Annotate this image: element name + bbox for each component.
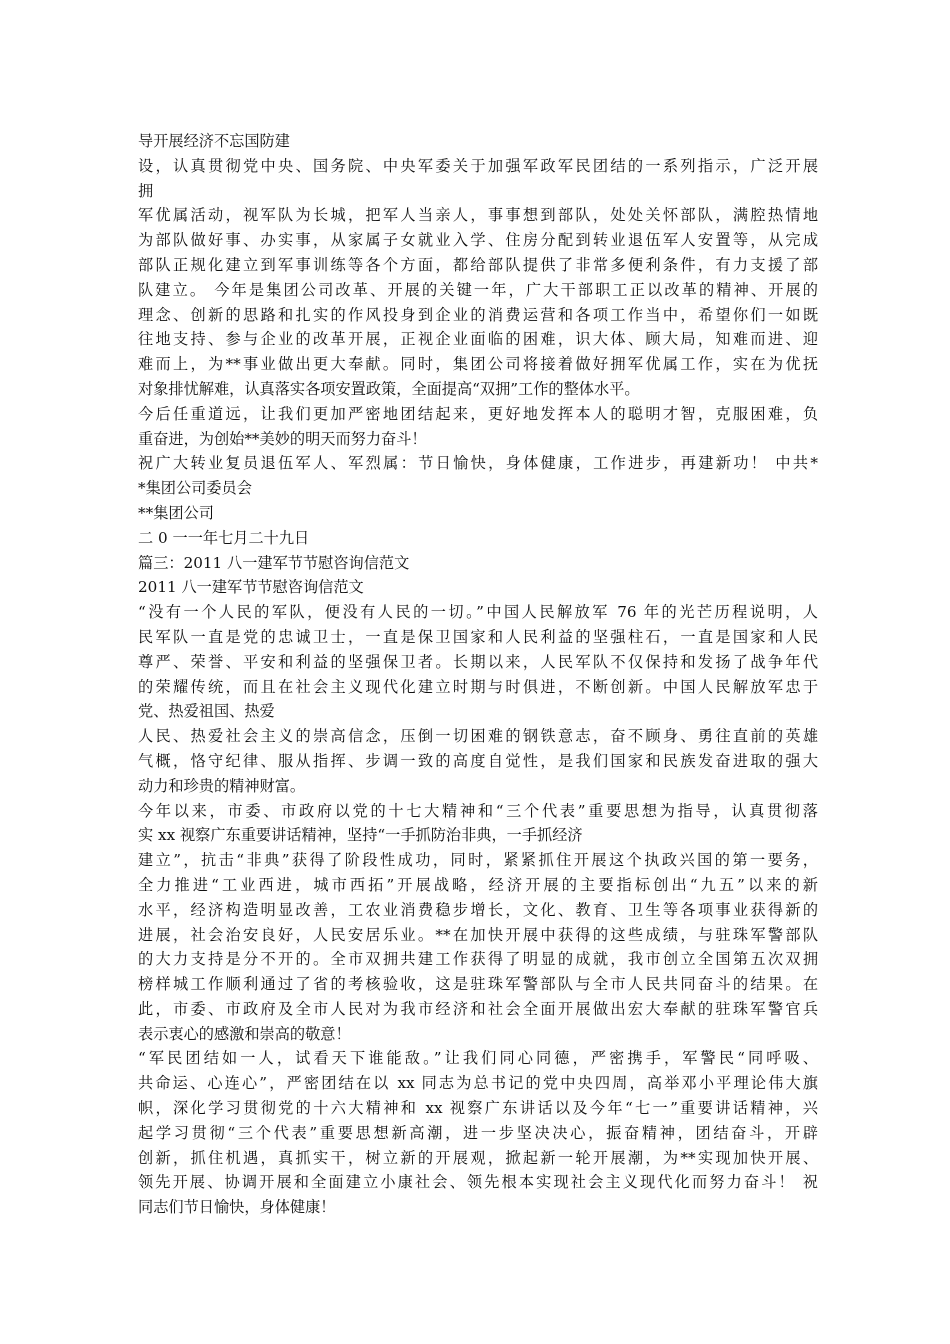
text-line: 党、热爱祖国、热爱 — [138, 702, 275, 721]
text-line: 设，认真贯彻党中央、国务院、中央军委关于加强军政军民团结的一系列指示，广泛开展 — [138, 156, 818, 175]
text-line: 表示衷心的感激和崇高的敬意！ — [138, 1024, 351, 1043]
text-line: 榜样城工作顺利通过了省的考核验收，这是驻珠军警部队与全市人民共同奋斗的结果。在 — [138, 975, 818, 994]
text-line: 同志们节日愉快，身体健康！ — [138, 1198, 336, 1217]
text-line: *集团公司委员会 — [138, 479, 252, 498]
text-line: 此，市委、市政府及全市人民对为我市经济和社会全面开展做出宏大奉献的驻珠军警官兵 — [138, 999, 818, 1018]
text-line: 水平，经济构造明显改善，工农业消费稳步增长，文化、教育、卫生等各项事业获得新的 — [138, 900, 818, 919]
text-line: 实 xx 视察广东重要讲话精神，坚持“一手抓防治非典，一手抓经济 — [138, 826, 583, 845]
text-line: 今年以来，市委、市政府以党的十七大精神和“三个代表”重要思想为指导，认真贯彻落 — [138, 801, 818, 820]
text-line: “没有一个人民的军队，便没有人民的一切。”中国人民解放军 76 年的光芒历程说明，人 — [138, 603, 818, 622]
text-line: 二 0 一一年七月二十九日 — [138, 528, 310, 547]
text-line: 帜，深化学习贯彻党的十六大精神和 xx 视察广东讲话以及今年“七一”重要讲话精神，兴 — [138, 1099, 818, 1118]
text-line: 导开展经济不忘国防建 — [138, 132, 290, 150]
text-line: “军民团结如一人，试看天下谁能敌。”让我们同心同德，严密携手，军警民“同呼吸、 — [138, 1049, 818, 1068]
text-line: 的荣耀传统，而且在社会主义现代化建立时期与时俱进，不断创新。中国人民解放军忠于 — [138, 677, 818, 696]
text-line: 尊严、荣誉、平安和利益的坚强保卫者。长期以来，人民军队不仅保持和发扬了战争年代 — [138, 652, 818, 671]
text-line: 为部队做好事、办实事，从家属子女就业入学、住房分配到转业退伍军人安置等，从完成 — [138, 231, 818, 250]
text-line: 难而上，为**事业做出更大奉献。同时，集团公司将接着做好拥军优属工作，实在为优抚 — [138, 355, 818, 374]
text-line: 建立”，抗击“非典”获得了阶段性成功，同时，紧紧抓住开展这个执政兴国的第一要务， — [138, 851, 818, 870]
text-line: 创新，抓住机遇，真抓实干，树立新的开展观，掀起新一轮开展潮，为**实现加快开展、 — [138, 1148, 818, 1167]
text-line: 2011 八一建军节节慰咨询信范文 — [138, 578, 364, 597]
text-line: 篇三：2011 八一建军节节慰咨询信范文 — [138, 553, 410, 572]
text-line: 进展，社会治安良好，人民安居乐业。**在加快开展中获得的这些成绩，与驻珠军警部队 — [138, 925, 818, 944]
text-line: 理念、创新的思路和扎实的作风投身到企业的消费运营和各项工作当中，希望你们一如既 — [138, 305, 818, 324]
text-line: 对象排忧解难，认真落实各项安置政策，全面提高“双拥”工作的整体水平。 — [138, 379, 640, 398]
text-line: 全力推进“工业西进，城市西拓”开展战略，经济开展的主要指标创出“九五”以来的新 — [138, 875, 818, 894]
text-line: 起学习贯彻“三个代表”重要思想新高潮，进一步坚决决心，振奋精神，团结奋斗，开辟 — [138, 1123, 818, 1142]
text-line: 队建立。 今年是集团公司改革、开展的关键一年，广大干部职工正以改革的精神、开展的 — [138, 280, 818, 299]
text-line: 部队正规化建立到军事训练等各个方面，都给部队提供了非常多便利条件，有力支援了部 — [138, 255, 818, 274]
text-line: 祝广大转业复员退伍军人、军烈属：节日愉快，身体健康，工作进步，再建新功！ 中共* — [138, 454, 818, 473]
text-line: 的大力支持是分不开的。全市双拥共建工作获得了明显的成就，我市创立全国第五次双拥 — [138, 950, 818, 969]
text-line: 人民、热爱社会主义的崇高信念，压倒一切困难的钢铁意志，奋不顾身、勇往直前的英雄 — [138, 727, 818, 746]
text-line: 气概，恪守纪律、服从指挥、步调一致的高度自觉性，是我们国家和民族发奋进取的强大 — [138, 751, 818, 770]
text-line: 领先开展、协调开展和全面建立小康社会、领先根本实现社会主义现代化而努力奋斗！ 祝 — [138, 1173, 818, 1192]
text-line: **集团公司 — [138, 503, 214, 522]
text-line: 动力和珍贵的精神财富。 — [138, 776, 306, 795]
text-line: 军优属活动，视军队为长城，把军人当亲人，事事想到部队，处处关怀部队，满腔热情地 — [138, 206, 818, 225]
text-line: 拥 — [138, 181, 154, 200]
text-line: 共命运、心连心”，严密团结在以 xx 同志为总书记的党中央四周，高举邓小平理论伟大旗 — [138, 1074, 818, 1093]
text-line: 重奋进，为创始**美妙的明天而努力奋斗！ — [138, 429, 427, 448]
text-line: 往地支持、参与企业的改革开展，正视企业面临的困难，识大体、顾大局，知难而进、迎 — [138, 330, 818, 349]
text-line: 民军队一直是党的忠诚卫士，一直是保卫国家和人民利益的坚强柱石，一直是国家和人民 — [138, 627, 818, 646]
text-line: 今后任重道远，让我们更加严密地团结起来，更好地发挥本人的聪明才智，克服困难，负 — [138, 404, 818, 423]
document-body — [138, 129, 818, 1220]
